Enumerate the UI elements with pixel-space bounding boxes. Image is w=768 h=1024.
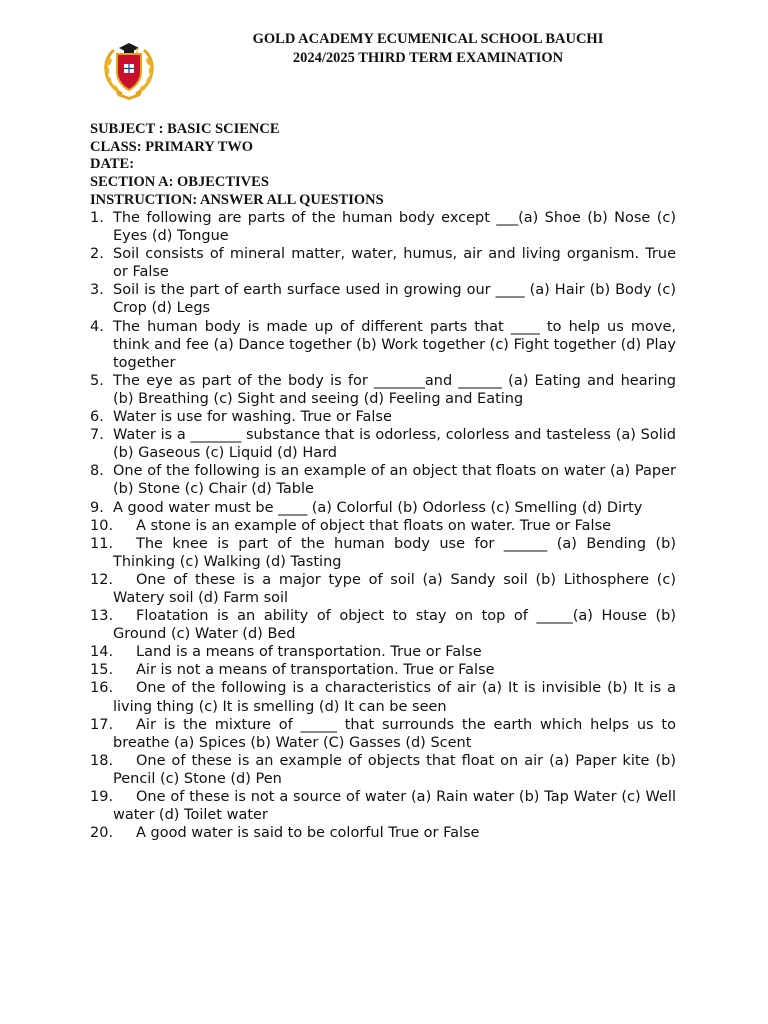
question-number: 8. bbox=[90, 463, 104, 480]
question-number: 9. bbox=[90, 499, 104, 516]
question-item bbox=[90, 824, 676, 842]
question-text: Water is a _______ substance that is odorless, colorless and tasteless (a) Solid (b) Gaseous (c) Liquid (d) Hard bbox=[113, 427, 676, 462]
question-text: One of these is a major type of soil (a) Sandy soil (b) Lithosphere (c) Watery soil (d) Farm soil bbox=[113, 571, 676, 606]
question-number: 13. bbox=[90, 608, 114, 625]
question-item bbox=[90, 462, 676, 498]
question-number: 5. bbox=[90, 372, 104, 389]
question-item bbox=[90, 281, 676, 317]
question-text: A good water must be ____ (a) Colorful (b) Odorless (c) Smelling (d) Dirty bbox=[113, 499, 643, 516]
question-number: 3. bbox=[90, 282, 104, 299]
question-text: Air is the mixture of _____ that surrounds the earth which helps us to breathe (a) Spices (b) Water (C) Gasses (d) Scent bbox=[113, 716, 676, 751]
question-number: 14. bbox=[90, 644, 114, 661]
question-text: Soil consists of mineral matter, water, humus, air and living organism. True or False bbox=[113, 246, 676, 281]
question-text: Floatation is an ability of object to stay on top of _____(a) House (b) Ground (c) Water (d) Bed bbox=[113, 608, 676, 643]
question-number: 4. bbox=[90, 318, 104, 335]
question-text: One of the following is an example of an object that floats on water (a) Paper (b) Stone (c) Chair (d) Table bbox=[113, 463, 676, 498]
question-item bbox=[90, 535, 676, 571]
question-text: Soil is the part of earth surface used in growing our ____ (a) Hair (b) Body (c) Crop (d) Legs bbox=[113, 282, 676, 317]
question-item bbox=[90, 245, 676, 281]
question-text: Land is a means of transportation. True or False bbox=[136, 644, 482, 661]
question-item bbox=[90, 661, 676, 679]
question-text: The following are parts of the human body except ___(a) Shoe (b) Nose (c) Eyes (d) Tongue bbox=[113, 210, 676, 245]
question-number: 6. bbox=[90, 409, 104, 426]
question-item bbox=[90, 607, 676, 643]
question-text: A stone is an example of object that floats on water. True or False bbox=[136, 517, 612, 534]
question-item bbox=[90, 372, 676, 408]
question-number: 16. bbox=[90, 680, 114, 697]
question-item bbox=[90, 788, 676, 824]
question-item bbox=[90, 426, 676, 462]
question-item bbox=[90, 408, 676, 426]
exam-details bbox=[90, 121, 690, 209]
question-item bbox=[90, 517, 676, 535]
question-number: 19. bbox=[90, 789, 114, 805]
question-text: One of these is an example of objects that float on air (a) Paper kite (b) Pencil (c) Stone (d) Pen bbox=[113, 752, 676, 787]
school-crest-icon bbox=[100, 40, 158, 100]
question-number: 12. bbox=[90, 571, 114, 588]
question-item bbox=[90, 679, 676, 715]
date-line: DATE: bbox=[90, 156, 135, 173]
question-item bbox=[90, 752, 676, 788]
question-text: The human body is made up of different parts that ____ to help us move, think and fee (a) Dance together (b) Work together (c) Fight together (d) Play together bbox=[113, 318, 676, 371]
section-line: SECTION A: OBJECTIVES bbox=[90, 174, 269, 191]
class-line: CLASS: PRIMARY TWO bbox=[90, 138, 254, 155]
question-number: 2. bbox=[90, 246, 104, 263]
question-number: 1. bbox=[90, 210, 104, 226]
question-text: Water is use for washing. True or False bbox=[113, 409, 392, 426]
question-item bbox=[90, 571, 676, 607]
question-text: Air is not a means of transportation. True or False bbox=[136, 662, 495, 679]
question-item bbox=[90, 643, 676, 661]
question-number: 15. bbox=[90, 662, 114, 679]
question-number: 11. bbox=[90, 535, 114, 552]
exam-header bbox=[160, 30, 696, 67]
question-number: 20. bbox=[90, 825, 114, 842]
question-item bbox=[90, 318, 676, 372]
school-name: GOLD ACADEMY ECUMENICAL SCHOOL BAUCHI bbox=[252, 31, 604, 47]
question-item bbox=[90, 499, 676, 517]
question-number: 7. bbox=[90, 427, 104, 444]
instruction-line: INSTRUCTION: ANSWER ALL QUESTIONS bbox=[90, 191, 384, 208]
question-number: 18. bbox=[90, 752, 114, 769]
question-item bbox=[90, 209, 676, 245]
question-text: One of the following is a characteristics of air (a) It is invisible (b) It is a living thing (c) It is smelling (d) It can be seen bbox=[113, 680, 676, 715]
question-text: The knee is part of the human body use for ______ (a) Bending (b) Thinking (c) Walking (d) Tasting bbox=[113, 535, 676, 570]
question-number: 10. bbox=[90, 517, 114, 534]
question-item bbox=[90, 716, 676, 752]
question-text: The eye as part of the body is for _______and ______ (a) Eating and hearing (b) Breathing (c) Sight and seeing (d) Feeling and Eating bbox=[113, 372, 676, 407]
question-text: One of these is not a source of water (a) Rain water (b) Tap Water (c) Well water (d) Toilet water bbox=[113, 789, 676, 824]
question-list bbox=[90, 209, 676, 842]
question-number: 17. bbox=[90, 716, 114, 733]
exam-title: 2024/2025 THIRD TERM EXAMINATION bbox=[292, 49, 564, 66]
subject-line: SUBJECT : BASIC SCIENCE bbox=[90, 121, 280, 137]
question-text: A good water is said to be colorful True or False bbox=[136, 825, 480, 842]
